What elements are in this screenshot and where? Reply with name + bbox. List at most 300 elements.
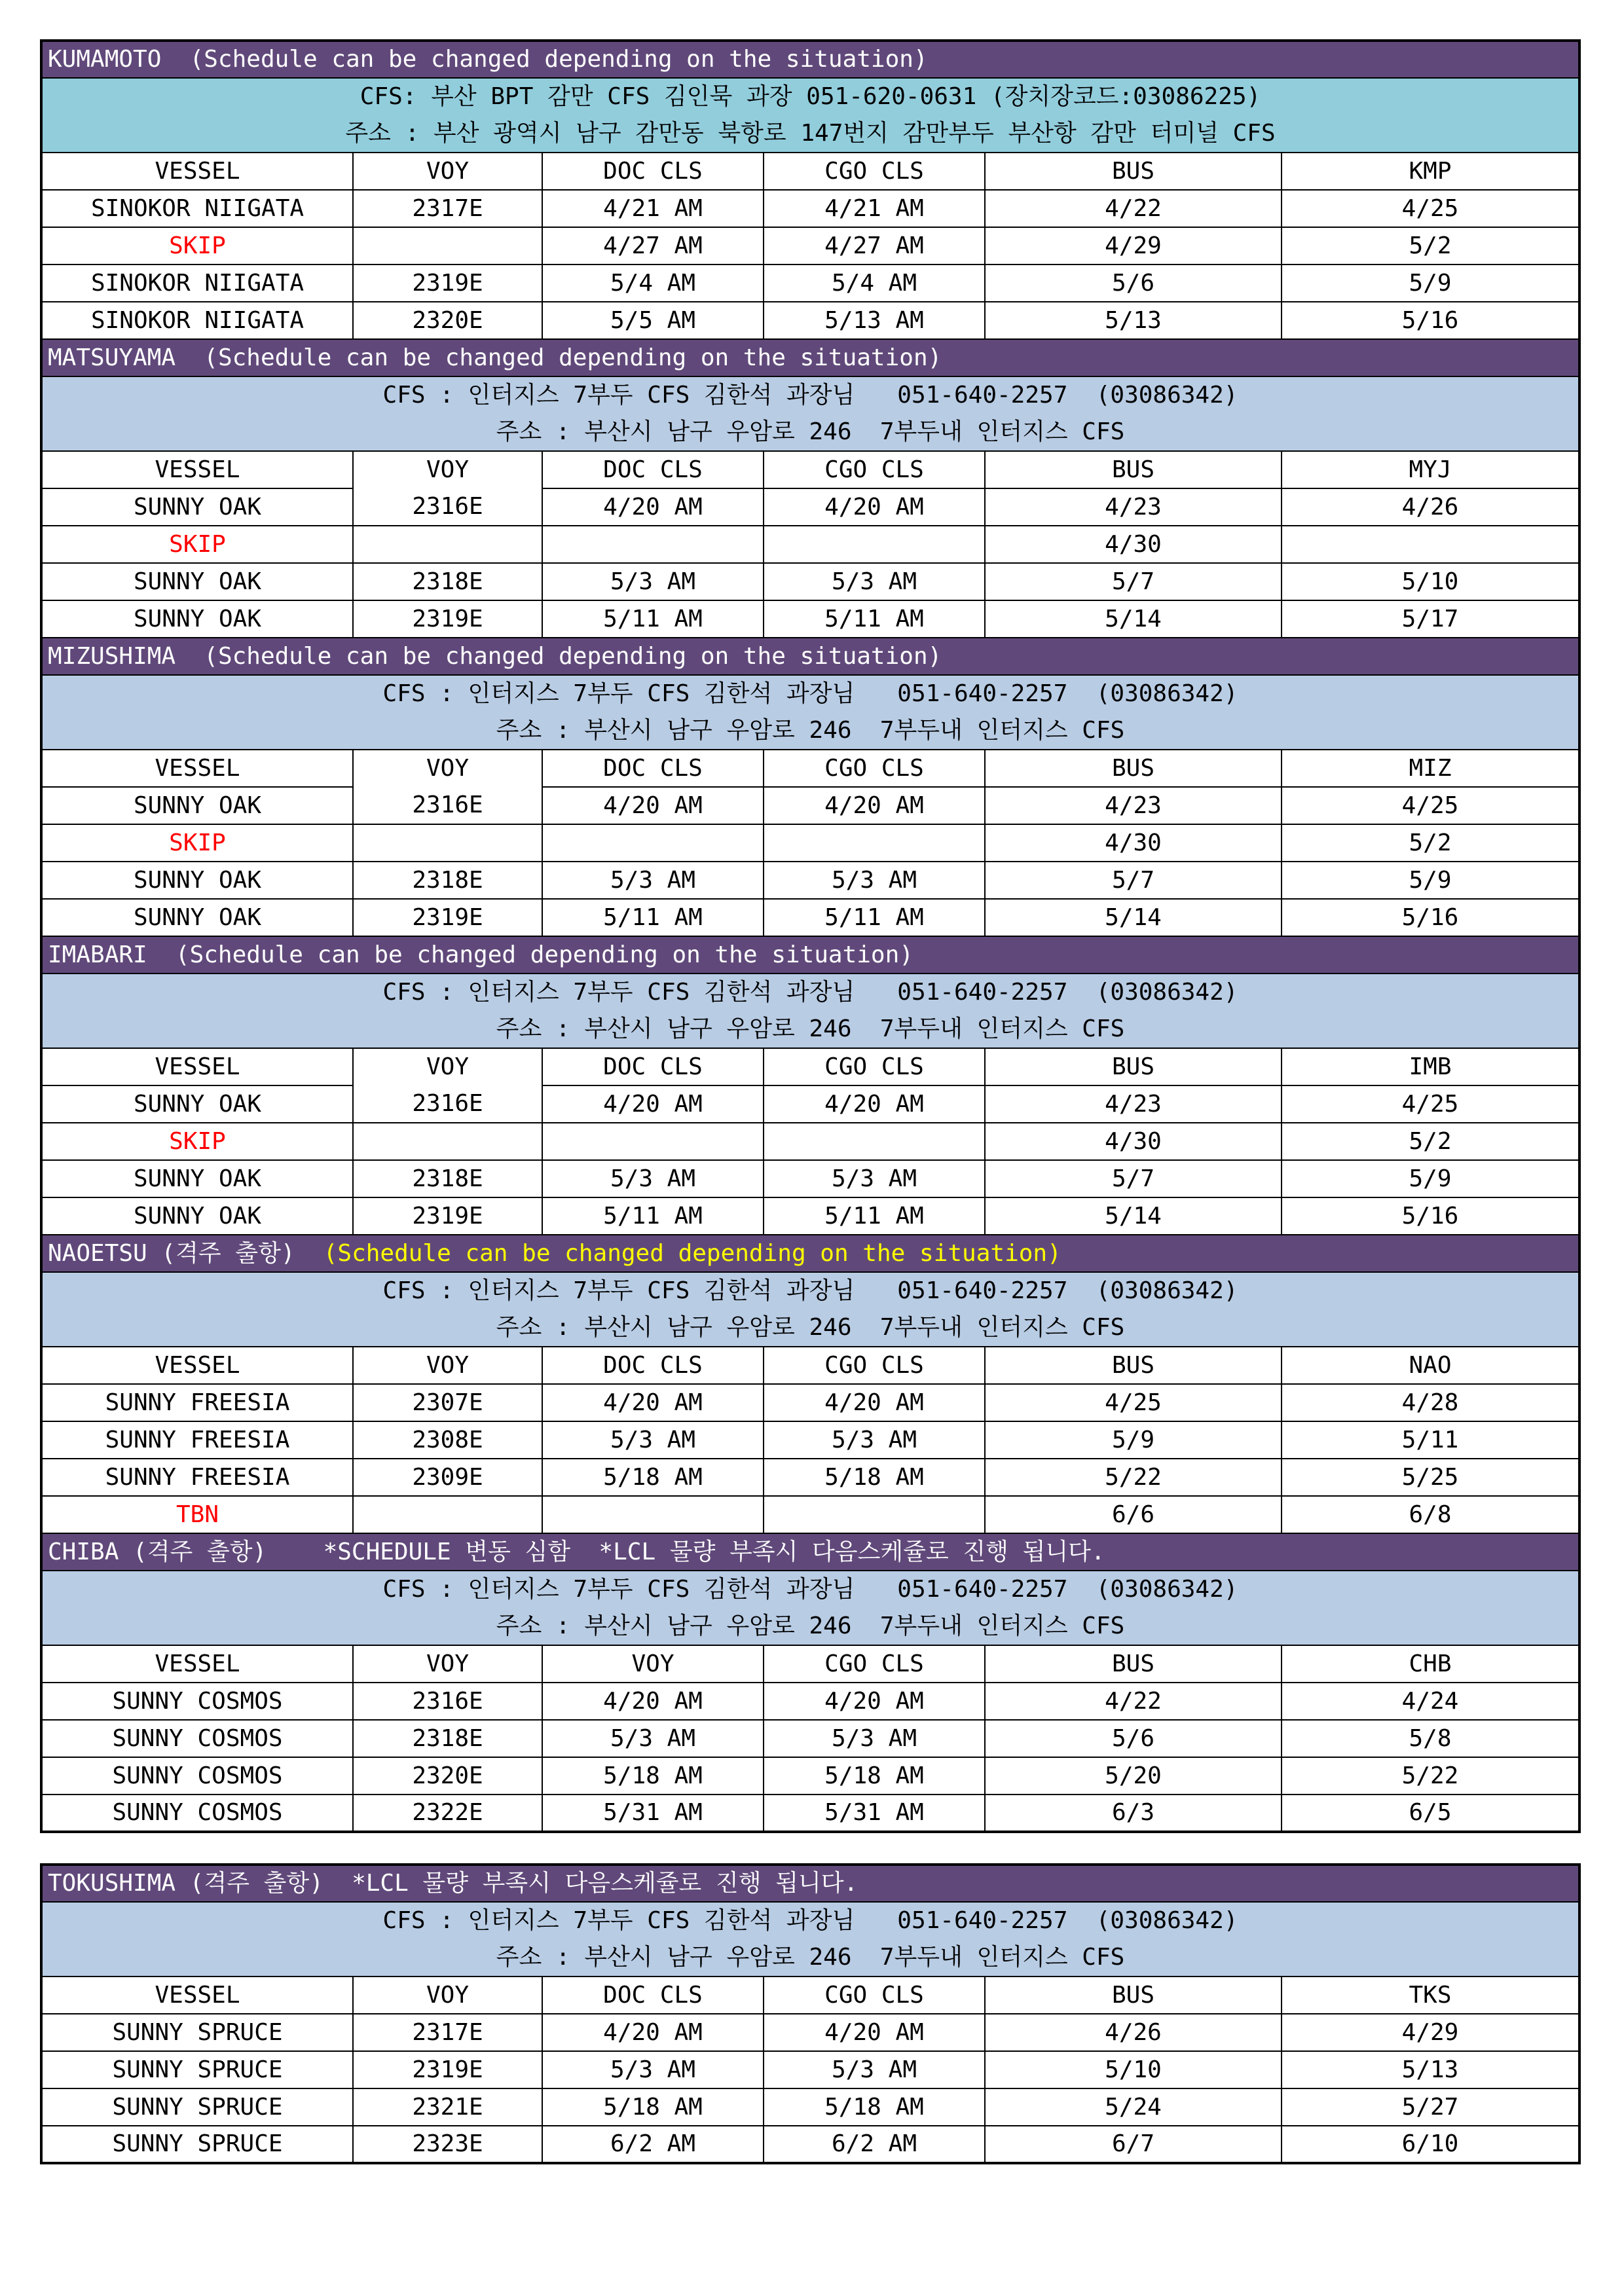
destination-cell: 6/10: [1282, 2126, 1579, 2163]
doc-cls-cell: [542, 1123, 764, 1160]
header-destination: MIZ: [1282, 750, 1579, 787]
doc-cls-cell: 5/3 AM: [542, 1421, 764, 1459]
header-bus: BUS: [985, 1048, 1282, 1085]
schedule-row: [41, 899, 1579, 936]
section-title-row: [41, 936, 1579, 974]
section-kumamoto: [41, 41, 1579, 339]
voy-cell: 2319E: [353, 600, 542, 638]
column-header-row: [41, 451, 1579, 488]
destination-cell: 6/8: [1282, 1496, 1579, 1533]
destination-cell: 5/17: [1282, 600, 1579, 638]
vessel-cell: SUNNY FREESIA: [41, 1384, 353, 1421]
bus-cell: 5/6: [985, 264, 1282, 302]
section-title: [41, 339, 1579, 376]
header-vessel: VESSEL: [41, 153, 353, 190]
header-cgo-cls: CGO CLS: [764, 1347, 985, 1384]
schedule-row: [41, 302, 1579, 339]
cgo-cls-cell: 5/11 AM: [764, 1197, 985, 1235]
vessel-cell: SUNNY COSMOS: [41, 1683, 353, 1720]
destination-cell: 5/27: [1282, 2088, 1579, 2126]
schedule-row: [41, 600, 1579, 638]
destination-cell: 4/25: [1282, 1085, 1579, 1123]
section-title: [41, 638, 1579, 675]
header-doc-cls: DOC CLS: [542, 750, 764, 787]
cgo-cls-cell: 5/3 AM: [764, 1160, 985, 1197]
destination-cell: 4/29: [1282, 2014, 1579, 2051]
bus-cell: 5/14: [985, 1197, 1282, 1235]
bus-cell: 5/20: [985, 1757, 1282, 1795]
schedule-row: [41, 2051, 1579, 2088]
schedule-row: [41, 1720, 1579, 1757]
bus-cell: 4/25: [985, 1384, 1282, 1421]
vessel-cell: SKIP: [41, 824, 353, 862]
vessel-cell: SINOKOR NIIGATA: [41, 190, 353, 227]
header-bus: BUS: [985, 1645, 1282, 1683]
cfs-row: [41, 675, 1579, 712]
schedule-note: (Schedule can be changed depending on the situation): [323, 1239, 1061, 1267]
doc-cls-cell: [542, 526, 764, 563]
schedule-row: [41, 526, 1579, 563]
port-name: MATSUYAMA: [48, 344, 176, 371]
voy-cell: 2316E: [353, 1683, 542, 1720]
column-header-row: [41, 1347, 1579, 1384]
cfs-contact: CFS : 인터지스 7부두 CFS 김한석 과장님 051-640-2257 (03086342): [41, 1571, 1579, 1608]
schedule-row: [41, 1197, 1579, 1235]
header-cgo-cls: CGO CLS: [764, 1048, 985, 1085]
header-cgo-cls: CGO CLS: [764, 750, 985, 787]
cfs-row: [41, 1571, 1579, 1608]
voy-cell: 2317E: [353, 190, 542, 227]
address-row: [41, 1309, 1579, 1347]
section-chiba: [41, 1533, 1579, 1832]
bus-cell: 5/14: [985, 600, 1282, 638]
vessel-cell: SUNNY OAK: [41, 488, 353, 526]
cfs-contact: CFS : 인터지스 7부두 CFS 김한석 과장님 051-640-2257 (03086342): [41, 1272, 1579, 1309]
header-destination: KMP: [1282, 153, 1579, 190]
bus-cell: 4/30: [985, 1123, 1282, 1160]
cfs-contact: CFS : 인터지스 7부두 CFS 김한석 과장님 051-640-2257 (03086342): [41, 675, 1579, 712]
vessel-cell: SKIP: [41, 526, 353, 563]
vessel-cell: SUNNY OAK: [41, 862, 353, 899]
voy-cell: 2308E: [353, 1421, 542, 1459]
cfs-row: [41, 1902, 1579, 1939]
bus-cell: 4/30: [985, 824, 1282, 862]
doc-cls-cell: 5/3 AM: [542, 1720, 764, 1757]
section-title: [41, 1533, 1579, 1571]
destination-cell: 5/2: [1282, 227, 1579, 264]
vessel-cell: SUNNY OAK: [41, 899, 353, 936]
cfs-contact: CFS: 부산 BPT 감만 CFS 김인묵 과장 051-620-0631 (장치장코드:03086225): [41, 78, 1579, 115]
voy-cell: 2320E: [353, 302, 542, 339]
schedule-row: [41, 1384, 1579, 1421]
section-title-row: [41, 1533, 1579, 1571]
header-voy: VOY: [353, 1048, 542, 1085]
doc-cls-cell: 5/11 AM: [542, 600, 764, 638]
doc-cls-cell: 5/18 AM: [542, 1757, 764, 1795]
voy-cell: [353, 526, 542, 563]
port-name: TOKUSHIMA (격주 출항): [48, 1870, 323, 1897]
doc-cls-cell: 4/27 AM: [542, 227, 764, 264]
schedule-note: (Schedule can be changed depending on the situation): [204, 642, 942, 670]
bus-cell: 5/7: [985, 1160, 1282, 1197]
voy-cell: 2307E: [353, 1384, 542, 1421]
schedule-table: [40, 39, 1581, 1833]
cgo-cls-cell: 4/20 AM: [764, 488, 985, 526]
header-vessel: VESSEL: [41, 451, 353, 488]
schedule-note: *LCL 물량 부족시 다음스케쥴로 진행 됩니다.: [352, 1870, 858, 1897]
voy-cell: 2318E: [353, 862, 542, 899]
cfs-address: 주소 : 부산시 남구 우암로 246 7부두내 인터지스 CFS: [41, 712, 1579, 750]
destination-cell: 5/8: [1282, 1720, 1579, 1757]
vessel-cell: SUNNY OAK: [41, 1197, 353, 1235]
destination-cell: 5/2: [1282, 1123, 1579, 1160]
schedule-row: [41, 1496, 1579, 1533]
doc-cls-cell: 6/2 AM: [542, 2126, 764, 2163]
doc-cls-cell: 5/11 AM: [542, 1197, 764, 1235]
schedule-row: [41, 1795, 1579, 1832]
voy-cell: 2323E: [353, 2126, 542, 2163]
vessel-cell: SUNNY OAK: [41, 1160, 353, 1197]
doc-cls-cell: 5/18 AM: [542, 1459, 764, 1496]
section-title-row: [41, 638, 1579, 675]
vessel-cell: SUNNY SPRUCE: [41, 2014, 353, 2051]
voy-cell: 2319E: [353, 1197, 542, 1235]
port-name: MIZUSHIMA: [48, 642, 176, 670]
voy-cell: [353, 1123, 542, 1160]
bus-cell: 5/7: [985, 862, 1282, 899]
destination-cell: 5/13: [1282, 2051, 1579, 2088]
cgo-cls-cell: 5/31 AM: [764, 1795, 985, 1832]
address-row: [41, 1939, 1579, 1977]
bus-cell: 5/14: [985, 899, 1282, 936]
header-bus: BUS: [985, 451, 1282, 488]
destination-cell: 4/24: [1282, 1683, 1579, 1720]
bus-cell: 4/22: [985, 1683, 1282, 1720]
cgo-cls-cell: 4/20 AM: [764, 2014, 985, 2051]
cgo-cls-cell: 5/4 AM: [764, 264, 985, 302]
voy-cell: [353, 227, 542, 264]
voy-cell: 2309E: [353, 1459, 542, 1496]
doc-cls-cell: [542, 824, 764, 862]
bus-cell: 6/6: [985, 1496, 1282, 1533]
header-bus: BUS: [985, 153, 1282, 190]
section-naoetsu: [41, 1235, 1579, 1533]
header-cgo-cls: CGO CLS: [764, 153, 985, 190]
destination-cell: 4/26: [1282, 488, 1579, 526]
column-header-row: [41, 1977, 1579, 2014]
doc-cls-cell: 4/20 AM: [542, 787, 764, 824]
address-row: [41, 712, 1579, 750]
doc-cls-cell: 5/3 AM: [542, 1160, 764, 1197]
section-title: [41, 936, 1579, 974]
cfs-row: [41, 974, 1579, 1011]
cfs-address: 주소 : 부산시 남구 우암로 246 7부두내 인터지스 CFS: [41, 1309, 1579, 1347]
column-header-row: [41, 1645, 1579, 1683]
doc-cls-cell: [542, 1496, 764, 1533]
section-title: [41, 1865, 1579, 1902]
bus-cell: 4/23: [985, 1085, 1282, 1123]
bus-cell: 5/22: [985, 1459, 1282, 1496]
section-title-row: [41, 339, 1579, 376]
destination-cell: 5/9: [1282, 264, 1579, 302]
cfs-address: 주소 : 부산시 남구 우암로 246 7부두내 인터지스 CFS: [41, 1608, 1579, 1645]
doc-cls-cell: 4/20 AM: [542, 1085, 764, 1123]
bus-cell: 5/9: [985, 1421, 1282, 1459]
doc-cls-cell: 5/3 AM: [542, 2051, 764, 2088]
vessel-cell: TBN: [41, 1496, 353, 1533]
cgo-cls-cell: 4/20 AM: [764, 1085, 985, 1123]
vessel-cell: SKIP: [41, 1123, 353, 1160]
cgo-cls-cell: 5/18 AM: [764, 2088, 985, 2126]
schedule-row: [41, 824, 1579, 862]
destination-cell: 5/10: [1282, 563, 1579, 600]
schedule-row: [41, 2088, 1579, 2126]
cgo-cls-cell: 5/3 AM: [764, 862, 985, 899]
vessel-cell: SUNNY OAK: [41, 563, 353, 600]
schedule-note: (Schedule can be changed depending on the situation): [204, 344, 942, 371]
vessel-cell: SKIP: [41, 227, 353, 264]
schedule-row: [41, 227, 1579, 264]
cfs-address: 주소 : 부산 광역시 남구 감만동 북항로 147번지 감만부두 부산항 감만 터미널 CFS: [41, 115, 1579, 153]
vessel-cell: SUNNY SPRUCE: [41, 2051, 353, 2088]
header-doc-cls: DOC CLS: [542, 153, 764, 190]
voy-cell: 2319E: [353, 264, 542, 302]
cfs-row: [41, 78, 1579, 115]
header-voy: VOY: [353, 1645, 542, 1683]
schedule-row: [41, 1123, 1579, 1160]
header-voy: VOY: [353, 1347, 542, 1384]
schedule-row: [41, 862, 1579, 899]
header-vessel: VESSEL: [41, 1977, 353, 2014]
section-tokushima: [41, 1865, 1579, 2163]
cgo-cls-cell: [764, 1123, 985, 1160]
cgo-cls-cell: 5/11 AM: [764, 899, 985, 936]
vessel-cell: SUNNY SPRUCE: [41, 2126, 353, 2163]
vessel-cell: SUNNY FREESIA: [41, 1421, 353, 1459]
bus-cell: 4/26: [985, 2014, 1282, 2051]
cfs-address: 주소 : 부산시 남구 우암로 246 7부두내 인터지스 CFS: [41, 414, 1579, 451]
destination-cell: 5/11: [1282, 1421, 1579, 1459]
destination-cell: 5/9: [1282, 862, 1579, 899]
section-imabari: [41, 936, 1579, 1235]
voy-cell: [353, 824, 542, 862]
section-title-row: [41, 1235, 1579, 1272]
bus-cell: 5/24: [985, 2088, 1282, 2126]
section-matsuyama: [41, 339, 1579, 638]
vessel-cell: SINOKOR NIIGATA: [41, 302, 353, 339]
cgo-cls-cell: 5/3 AM: [764, 1421, 985, 1459]
destination-cell: 5/25: [1282, 1459, 1579, 1496]
column-header-row: [41, 1048, 1579, 1085]
schedule-note: *SCHEDULE 변동 심함 *LCL 물량 부족시 다음스케쥴로 진행 됩니다.: [323, 1538, 1105, 1565]
header-voy: VOY: [353, 153, 542, 190]
voy-cell: 2318E: [353, 1160, 542, 1197]
destination-cell: 5/16: [1282, 302, 1579, 339]
voy-cell: 2321E: [353, 2088, 542, 2126]
doc-cls-cell: 4/20 AM: [542, 1683, 764, 1720]
bus-cell: 5/13: [985, 302, 1282, 339]
header-voy: VOY: [353, 1977, 542, 2014]
section-title-row: [41, 1865, 1579, 1902]
header-destination: NAO: [1282, 1347, 1579, 1384]
schedule-note: (Schedule can be changed depending on the situation): [175, 941, 913, 968]
destination-cell: 4/25: [1282, 787, 1579, 824]
address-row: [41, 1608, 1579, 1645]
address-row: [41, 115, 1579, 153]
schedule-row: [41, 563, 1579, 600]
header-doc-cls: VOY: [542, 1645, 764, 1683]
cgo-cls-cell: 4/20 AM: [764, 1683, 985, 1720]
bus-cell: 4/23: [985, 787, 1282, 824]
destination-cell: 5/9: [1282, 1160, 1579, 1197]
cfs-row: [41, 376, 1579, 414]
schedule-row: [41, 1757, 1579, 1795]
cgo-cls-cell: 5/3 AM: [764, 1720, 985, 1757]
schedule-row: [41, 488, 1579, 526]
destination-cell: 5/16: [1282, 899, 1579, 936]
cfs-address: 주소 : 부산시 남구 우암로 246 7부두내 인터지스 CFS: [41, 1011, 1579, 1048]
header-bus: BUS: [985, 1347, 1282, 1384]
header-destination: CHB: [1282, 1645, 1579, 1683]
vessel-cell: SUNNY OAK: [41, 1085, 353, 1123]
port-name: CHIBA (격주 출항): [48, 1538, 267, 1565]
header-voy: VOY: [353, 451, 542, 488]
destination-cell: 5/16: [1282, 1197, 1579, 1235]
schedule-row: [41, 1421, 1579, 1459]
header-vessel: VESSEL: [41, 1048, 353, 1085]
cfs-contact: CFS : 인터지스 7부두 CFS 김한석 과장님 051-640-2257 (03086342): [41, 376, 1579, 414]
doc-cls-cell: 4/20 AM: [542, 1384, 764, 1421]
bus-cell: 4/22: [985, 190, 1282, 227]
cgo-cls-cell: 5/18 AM: [764, 1459, 985, 1496]
voy-cell: 2316E: [353, 488, 542, 526]
voy-cell: 2318E: [353, 563, 542, 600]
vessel-cell: SUNNY COSMOS: [41, 1795, 353, 1832]
schedule-row: [41, 787, 1579, 824]
cgo-cls-cell: 6/2 AM: [764, 2126, 985, 2163]
header-doc-cls: DOC CLS: [542, 1977, 764, 2014]
doc-cls-cell: 5/11 AM: [542, 899, 764, 936]
schedule-row: [41, 1160, 1579, 1197]
address-row: [41, 414, 1579, 451]
bus-cell: 5/10: [985, 2051, 1282, 2088]
bus-cell: 6/3: [985, 1795, 1282, 1832]
section-title: [41, 1235, 1579, 1272]
cgo-cls-cell: 5/3 AM: [764, 2051, 985, 2088]
bus-cell: 4/29: [985, 227, 1282, 264]
doc-cls-cell: 5/5 AM: [542, 302, 764, 339]
doc-cls-cell: 5/4 AM: [542, 264, 764, 302]
destination-cell: 4/25: [1282, 190, 1579, 227]
column-header-row: [41, 750, 1579, 787]
cgo-cls-cell: [764, 1496, 985, 1533]
vessel-cell: SUNNY COSMOS: [41, 1720, 353, 1757]
vessel-cell: SUNNY OAK: [41, 787, 353, 824]
destination-cell: [1282, 526, 1579, 563]
header-vessel: VESSEL: [41, 1347, 353, 1384]
vessel-cell: SINOKOR NIIGATA: [41, 264, 353, 302]
bus-cell: 6/7: [985, 2126, 1282, 2163]
port-name: IMABARI: [48, 941, 147, 968]
destination-cell: 4/28: [1282, 1384, 1579, 1421]
header-cgo-cls: CGO CLS: [764, 1977, 985, 2014]
doc-cls-cell: 4/20 AM: [542, 2014, 764, 2051]
schedule-note: (Schedule can be changed depending on the situation): [189, 46, 928, 73]
header-destination: TKS: [1282, 1977, 1579, 2014]
cgo-cls-cell: [764, 526, 985, 563]
voy-cell: [353, 1496, 542, 1533]
schedule-row: [41, 1085, 1579, 1123]
cgo-cls-cell: 4/20 AM: [764, 1384, 985, 1421]
vessel-cell: SUNNY FREESIA: [41, 1459, 353, 1496]
voy-cell: 2320E: [353, 1757, 542, 1795]
address-row: [41, 1011, 1579, 1048]
cgo-cls-cell: 5/11 AM: [764, 600, 985, 638]
section-title-row: [41, 41, 1579, 78]
schedule-row: [41, 1459, 1579, 1496]
bus-cell: 4/23: [985, 488, 1282, 526]
header-doc-cls: DOC CLS: [542, 451, 764, 488]
section-title: [41, 41, 1579, 78]
header-vessel: VESSEL: [41, 750, 353, 787]
header-bus: BUS: [985, 1977, 1282, 2014]
bus-cell: 4/30: [985, 526, 1282, 563]
doc-cls-cell: 5/3 AM: [542, 862, 764, 899]
bus-cell: 5/7: [985, 563, 1282, 600]
destination-cell: 6/5: [1282, 1795, 1579, 1832]
cfs-row: [41, 1272, 1579, 1309]
schedule-table-tokushima: [40, 1863, 1581, 2164]
schedule-row: [41, 190, 1579, 227]
doc-cls-cell: 5/31 AM: [542, 1795, 764, 1832]
cgo-cls-cell: [764, 824, 985, 862]
schedule-row: [41, 264, 1579, 302]
vessel-cell: SUNNY COSMOS: [41, 1757, 353, 1795]
header-voy: VOY: [353, 750, 542, 787]
doc-cls-cell: 4/21 AM: [542, 190, 764, 227]
header-destination: MYJ: [1282, 451, 1579, 488]
doc-cls-cell: 4/20 AM: [542, 488, 764, 526]
bus-cell: 5/6: [985, 1720, 1282, 1757]
cfs-contact: CFS : 인터지스 7부두 CFS 김한석 과장님 051-640-2257 (03086342): [41, 974, 1579, 1011]
vessel-cell: SUNNY SPRUCE: [41, 2088, 353, 2126]
cgo-cls-cell: 4/27 AM: [764, 227, 985, 264]
column-header-row: [41, 153, 1579, 190]
voy-cell: 2322E: [353, 1795, 542, 1832]
header-bus: BUS: [985, 750, 1282, 787]
voy-cell: 2319E: [353, 2051, 542, 2088]
voy-cell: 2316E: [353, 1085, 542, 1123]
header-doc-cls: DOC CLS: [542, 1347, 764, 1384]
port-name: KUMAMOTO: [48, 46, 162, 73]
destination-cell: 5/2: [1282, 824, 1579, 862]
doc-cls-cell: 5/3 AM: [542, 563, 764, 600]
header-cgo-cls: CGO CLS: [764, 1645, 985, 1683]
schedule-row: [41, 1683, 1579, 1720]
port-name: NAOETSU (격주 출항): [48, 1239, 295, 1267]
cgo-cls-cell: 5/13 AM: [764, 302, 985, 339]
schedule-row: [41, 2014, 1579, 2051]
vessel-cell: SUNNY OAK: [41, 600, 353, 638]
voy-cell: 2316E: [353, 787, 542, 824]
schedule-row: [41, 2126, 1579, 2163]
cgo-cls-cell: 4/20 AM: [764, 787, 985, 824]
header-doc-cls: DOC CLS: [542, 1048, 764, 1085]
destination-cell: 5/22: [1282, 1757, 1579, 1795]
cfs-address: 주소 : 부산시 남구 우암로 246 7부두내 인터지스 CFS: [41, 1939, 1579, 1977]
cgo-cls-cell: 4/21 AM: [764, 190, 985, 227]
header-vessel: VESSEL: [41, 1645, 353, 1683]
